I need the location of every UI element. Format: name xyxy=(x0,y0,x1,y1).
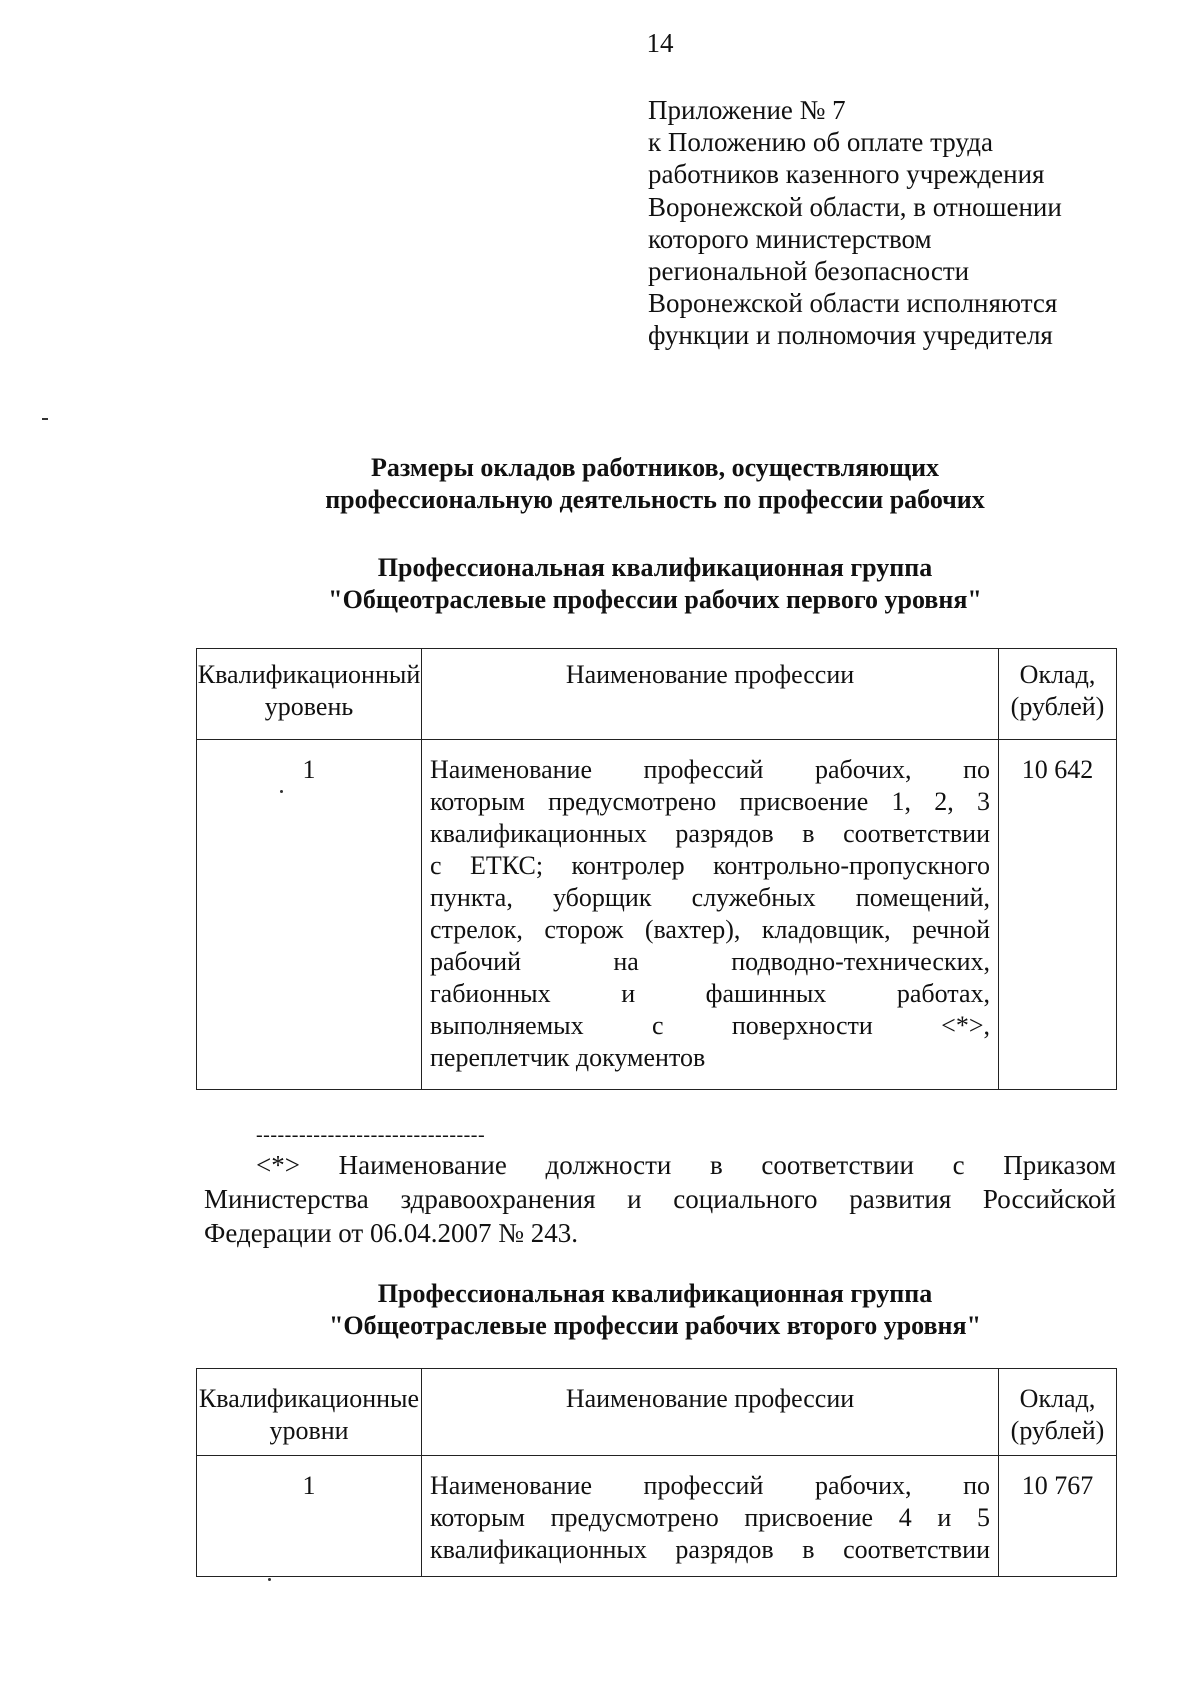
appendix-line: Приложение № 7 xyxy=(648,95,846,125)
appendix-line: к Положению об оплате труда xyxy=(648,127,993,158)
profession-line: переплетчик документов xyxy=(430,1043,706,1072)
group1-heading-line: Профессиональная квалификационная группа xyxy=(377,553,933,582)
appendix-reference xyxy=(648,94,1168,352)
group2-heading-line: Профессиональная квалификационная группа xyxy=(377,1279,933,1308)
header-profession: Наименование профессии xyxy=(422,1369,999,1456)
profession-line: выполняемых с поверхности <*>, xyxy=(430,1011,990,1040)
title-line: Размеры окладов работников, осуществляющих xyxy=(370,453,940,482)
header-level: Квалификационные уровни xyxy=(197,1369,422,1456)
group2-heading xyxy=(190,1278,1120,1342)
scan-speck xyxy=(280,790,283,793)
appendix-line: Воронежской области, в отношении xyxy=(648,191,1062,222)
group1-heading xyxy=(190,552,1120,616)
cell-level: 1 xyxy=(197,740,422,1090)
scan-speck xyxy=(42,418,48,420)
table-header-row xyxy=(197,649,1117,740)
appendix-line: которого министерством xyxy=(648,223,932,254)
appendix-line: Воронежской области исполняются xyxy=(648,288,1058,319)
scan-speck xyxy=(268,1578,271,1581)
group2-heading-line: "Общеотраслевые профессии рабочих второго уровня" xyxy=(328,1311,982,1340)
header-salary: Оклад, (рублей) xyxy=(999,1369,1117,1456)
cell-salary: 10 767 xyxy=(999,1456,1117,1577)
header-level: Квалификационный уровень xyxy=(197,649,422,740)
cell-level: 1 xyxy=(197,1456,422,1577)
cell-profession xyxy=(422,1456,999,1577)
table-row xyxy=(197,1456,1117,1577)
footnote-line: Федерации от 06.04.2007 № 243. xyxy=(204,1218,578,1248)
cell-salary: 10 642 xyxy=(999,740,1117,1090)
footnote xyxy=(204,1148,1116,1250)
footnote-line: <*> Наименование должности в соответствии с Приказом xyxy=(256,1150,1116,1180)
profession-line: Наименование профессий рабочих, по xyxy=(430,755,990,784)
group2-salary-table xyxy=(196,1368,1117,1577)
profession-line: квалификационных разрядов в соответствии xyxy=(430,1535,990,1564)
table-header-row xyxy=(197,1369,1117,1456)
profession-line: квалификационных разрядов в соответствии xyxy=(430,819,990,848)
profession-line: которым предусмотрено присвоение 4 и 5 xyxy=(430,1503,990,1532)
profession-line: Наименование профессий рабочих, по xyxy=(430,1471,990,1500)
appendix-line: работников казенного учреждения xyxy=(648,159,1045,190)
title-line: профессиональную деятельность по профессии рабочих xyxy=(325,485,985,514)
profession-line: рабочий на подводно-технических, xyxy=(430,947,990,976)
profession-line: которым предусмотрено присвоение 1, 2, 3 xyxy=(430,787,990,816)
group1-salary-table xyxy=(196,648,1117,1090)
document-title xyxy=(190,452,1120,516)
cell-profession xyxy=(422,740,999,1090)
table-row xyxy=(197,740,1117,1090)
profession-line: габионных и фашинных работах, xyxy=(430,979,990,1008)
appendix-line: региональной безопасности xyxy=(648,256,970,287)
footnote-separator: -------------------------------- xyxy=(256,1124,486,1146)
header-salary: Оклад, (рублей) xyxy=(999,649,1117,740)
profession-line: пункта, уборщик служебных помещений, xyxy=(430,883,990,912)
page-number: 14 xyxy=(646,28,674,58)
profession-line: стрелок, сторож (вахтер), кладовщик, речной xyxy=(430,915,990,944)
group1-heading-line: "Общеотраслевые профессии рабочих первого уровня" xyxy=(328,585,982,614)
header-profession: Наименование профессии xyxy=(422,649,999,740)
appendix-line: функции и полномочия учредителя xyxy=(648,320,1053,351)
profession-line: с ЕТКС; контролер контрольно-пропускного xyxy=(430,851,990,880)
footnote-line: Министерства здравоохранения и социального развития Российской xyxy=(204,1184,1116,1214)
